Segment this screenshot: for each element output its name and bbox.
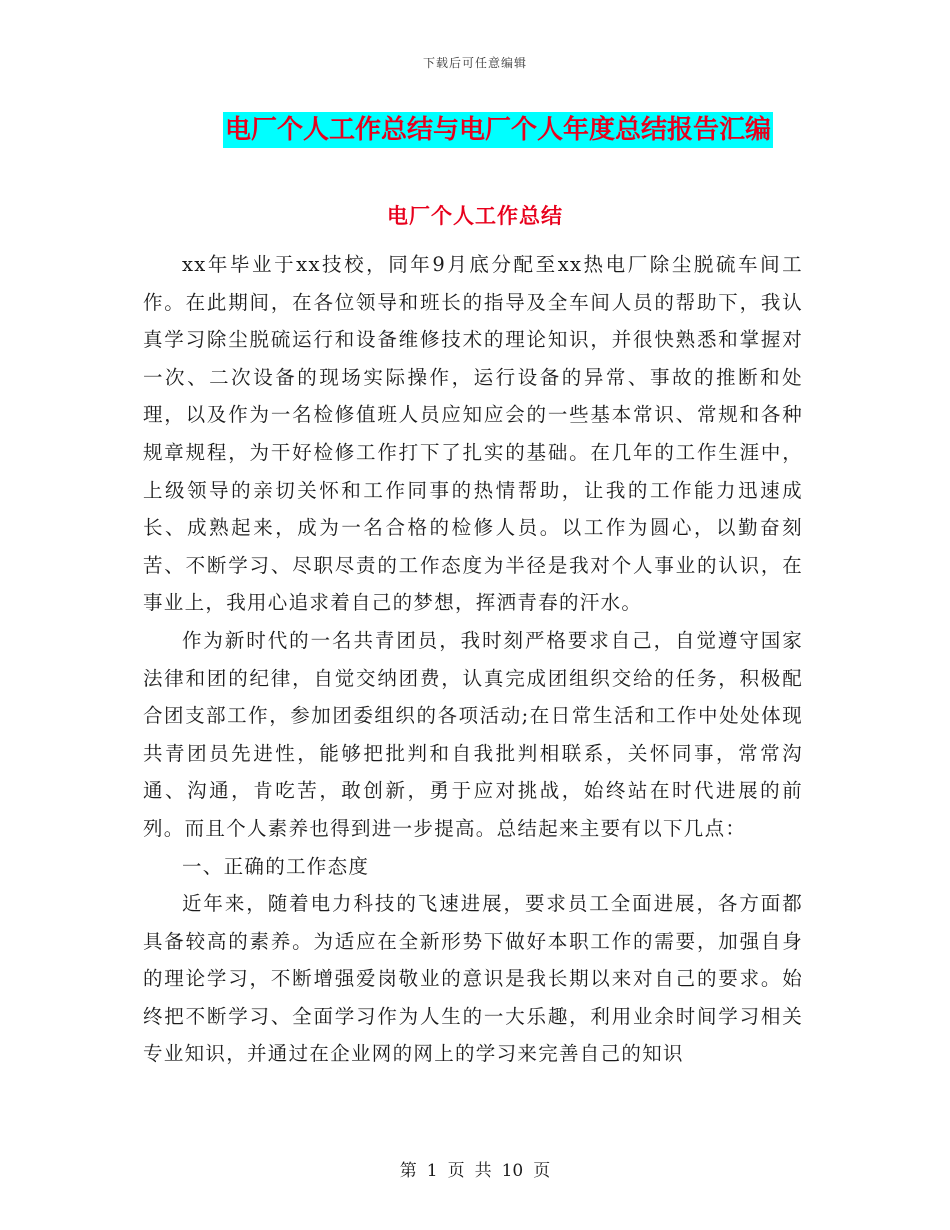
footer-total-label: 共	[474, 1161, 492, 1181]
main-title-wrap	[0, 112, 950, 148]
paragraph: 近年来，随着电力科技的飞速进展，要求员工全面进展，各方面都具备较高的素养。为适应在全新形势下做好本职工作的需要，加强自身的理论学习，不断增强爱岗敬业的意识是我长期以来对自己的要求。始终把不断学习、全面学习作为人生的一大乐趣，利用业余时间学习相关专业知识，并通过在企业网的网上的学习来完善自己的知识	[143, 892, 803, 1066]
subsection-heading: 一、正确的工作态度	[182, 854, 370, 878]
footer-page-number: 1	[426, 1161, 438, 1181]
paragraph: xx年毕业于xx技校，同年9月底分配至xx热电厂除尘脱硫车间工作。在此期间，在各位领导和班长的指导及全车间人员的帮助下，我认真学习除尘脱硫运行和设备维修技术的理论知识，并很快熟悉和掌握对一次、二次设备的现场实际操作，运行设备的异常、事故的推断和处理，以及作为一名检修值班人员应知应会的一些基本常识、常规和各种规章规程，为干好检修工作打下了扎实的基础。在几年的工作生涯中，上级领导的亲切关怀和工作同事的热情帮助，让我的工作能力迅速成长、成熟起来，成为一名合格的检修人员。以工作为圆心，以勤奋刻苦、不断学习、尽职尽责的工作态度为半径是我对个人事业的认识，在事业上，我用心追求着自己的梦想，挥洒青春的汗水。	[143, 253, 803, 615]
section-title: 电厂个人工作总结	[387, 204, 563, 228]
main-title: 电厂个人工作总结与电厂个人年度总结报告汇编	[223, 112, 773, 148]
footer-page-mid: 页	[447, 1161, 465, 1181]
page-footer	[0, 1156, 950, 1181]
footer-page-suffix: 页	[533, 1161, 551, 1181]
footer-total-pages: 10	[501, 1161, 524, 1181]
paragraph: 作为新时代的一名共青团员，我时刻严格要求自己，自觉遵守国家法律和团的纪律，自觉交纳团费，认真完成团组织交给的任务，积极配合团支部工作，参加团委组织的各项活动;在日常生活和工作中处处体现共青团员先进性，能够把批判和自我批判相联系，关怀同事，常常沟通、沟通，肯吃苦，敢创新，勇于应对挑战，始终站在时代进展的前列。而且个人素养也得到进一步提高。总结起来主要有以下几点：	[143, 628, 803, 840]
document-body	[143, 246, 803, 1073]
header-note: 下载后可任意编辑	[422, 56, 527, 70]
footer-page-prefix: 第	[399, 1161, 417, 1181]
